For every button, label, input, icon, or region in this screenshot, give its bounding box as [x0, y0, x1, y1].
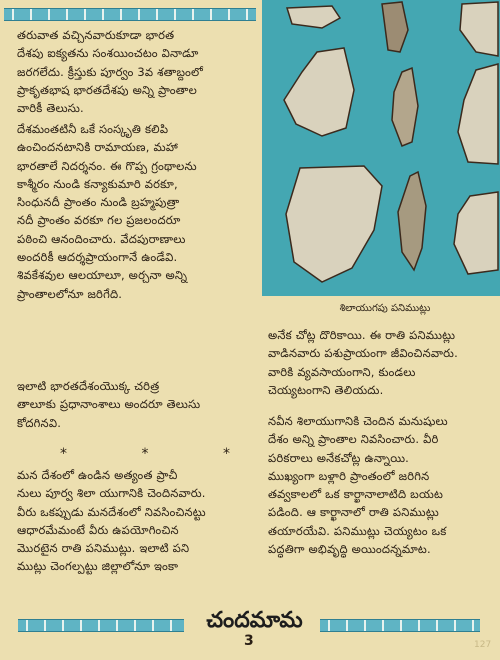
page-number: 3: [244, 633, 254, 649]
text-line: తాలూకు ప్రధానాంశాలు అందరూ తెలుసు: [17, 397, 201, 412]
text-line: మన దేశంలో ఉండిన అత్యంత ప్రాచీ: [17, 468, 178, 482]
text-line: ముట్లు చెంగల్పట్టు జిల్లాలోనూ ఇంకా: [17, 559, 179, 574]
text-line: పడింది. ఆ కార్ఖానాలో రాతి పనిముట్లు: [268, 505, 439, 520]
text-line: దేశం అన్ని ప్రాంతాల నివసించారు. వీరి: [268, 432, 439, 447]
text-line: వాడినవారు పశుప్రాయంగా జీవించినవారు.: [268, 346, 458, 361]
stone-tools-drawing: [262, 0, 500, 296]
illustration-caption: శిలాయుగపు పనిముట్లు: [339, 303, 431, 314]
bottom-left-decorative-border: [18, 619, 184, 632]
stone-tool-4: [284, 48, 354, 136]
text-line: ఉంచిందనటానికి రామాయణ, మహా: [17, 140, 178, 155]
asterisk: *: [141, 446, 149, 462]
text-line: చెయ్యటంగాని తెలియదు.: [268, 382, 384, 397]
text-line: వీరు ఒకప్పుడు మనదేశంలో నివసించినట్టు: [17, 504, 206, 519]
stone-tools-illustration: [262, 0, 500, 296]
right-paragraph-2: [268, 412, 494, 558]
asterisk: *: [60, 446, 67, 462]
text-line: శివకేశవుల ఆలయాలూ, అర్చనా అన్ని: [17, 268, 188, 283]
left-paragraph-3: [17, 377, 255, 432]
text-line: పద్ధతిగా అభివృద్ధి అయిందన్నమాట.: [268, 542, 431, 557]
corner-mark: 127: [474, 640, 492, 650]
text-line: ప్రాంతాలలోనూ జరిగేది.: [17, 286, 123, 301]
left-paragraph-4: [17, 466, 255, 576]
text-line: ముఖ్యంగా బళ్లారి ప్రాంతంలో జరిగిన: [268, 468, 430, 483]
text-line: నదీ ప్రాంతం వరకూ గల ప్రజలందరూ: [17, 213, 181, 228]
text-line: కాశ్మీరం నుండి కన్యాకుమారి వరకూ,: [17, 176, 178, 191]
stone-tool-8: [398, 172, 426, 270]
text-line: దేశమంతటినీ ఒకే సంస్కృతి కలిపి: [17, 122, 169, 136]
stone-tool-7: [286, 166, 382, 282]
text-line: తరువాత వచ్చినవారుకూడా భారత: [17, 28, 175, 42]
stone-tool-1: [287, 6, 340, 28]
text-line: మొరటైన రాతి పనిముట్లు. ఇలాటి పని: [17, 541, 190, 556]
text-line: అందరికీ ఆదర్శప్రాయంగానే ఉండేవి.: [17, 250, 178, 265]
stone-tool-2: [382, 2, 408, 52]
stone-tool-6: [458, 64, 498, 164]
text-line: అనేక చోట్ల దొరికాయి. ఈ రాతి పనిముట్లు: [268, 328, 456, 342]
text-line: పఠించి ఆనందించారు. వేదపురాణాలు: [17, 231, 186, 246]
left-paragraph-2: [17, 120, 255, 303]
text-line: ప్రాకృతభాష భారతదేశపు అన్ని ప్రాంతాల: [17, 82, 197, 97]
section-divider: [60, 446, 230, 462]
text-line: ఆధారమేమంటే వీరు ఉపయోగించిన: [17, 522, 179, 537]
text-line: పరికరాలు అనేకచోట్ల ఉన్నాయి.: [268, 450, 410, 465]
asterisk: *: [223, 446, 230, 462]
stone-tool-9: [454, 192, 498, 274]
text-line: ఇలాటి భారతదేశంయొక్క చరిత్ర: [17, 379, 160, 393]
text-line: దేశపు ఐక్యతను సంశయించటం వినాడూ: [17, 46, 199, 61]
right-paragraph-1: [268, 326, 494, 399]
text-line: తయారయేవి. పనిముట్లు చెయ్యటం ఒక: [268, 523, 447, 538]
text-line: భారతాలే నిదర్శనం. ఈ గొప్ప గ్రంథాలను: [17, 158, 197, 173]
text-line: నులు పూర్వ శిలా యుగానికి చెందినవారు.: [17, 486, 206, 501]
stone-tool-3: [460, 2, 498, 56]
text-line: తవ్వకాలలో ఒక కార్ఖానాలాటిది బయట: [268, 487, 444, 502]
text-line: జరగలేదు. క్రీస్తుకు పూర్వం 3వ శతాబ్దంలో: [17, 64, 204, 79]
text-line: నవీన శిలాయుగానికి చెందిన మనుషులు: [268, 414, 448, 428]
text-line: వారికి వ్యవసాయంగాని, కుండలు: [268, 364, 416, 379]
text-line: సింధునదీ ప్రాంతం నుండి బ్రహ్మపుత్రా: [17, 195, 180, 210]
top-decorative-border: [4, 8, 256, 21]
bottom-right-decorative-border: [320, 619, 480, 632]
left-paragraph-1: [17, 26, 255, 117]
text-line: కోదగినవి.: [17, 415, 62, 430]
magazine-title: చందమామ: [206, 608, 303, 633]
text-line: వారికీ తెలుసు.: [17, 101, 84, 116]
stone-tool-5: [392, 68, 418, 146]
